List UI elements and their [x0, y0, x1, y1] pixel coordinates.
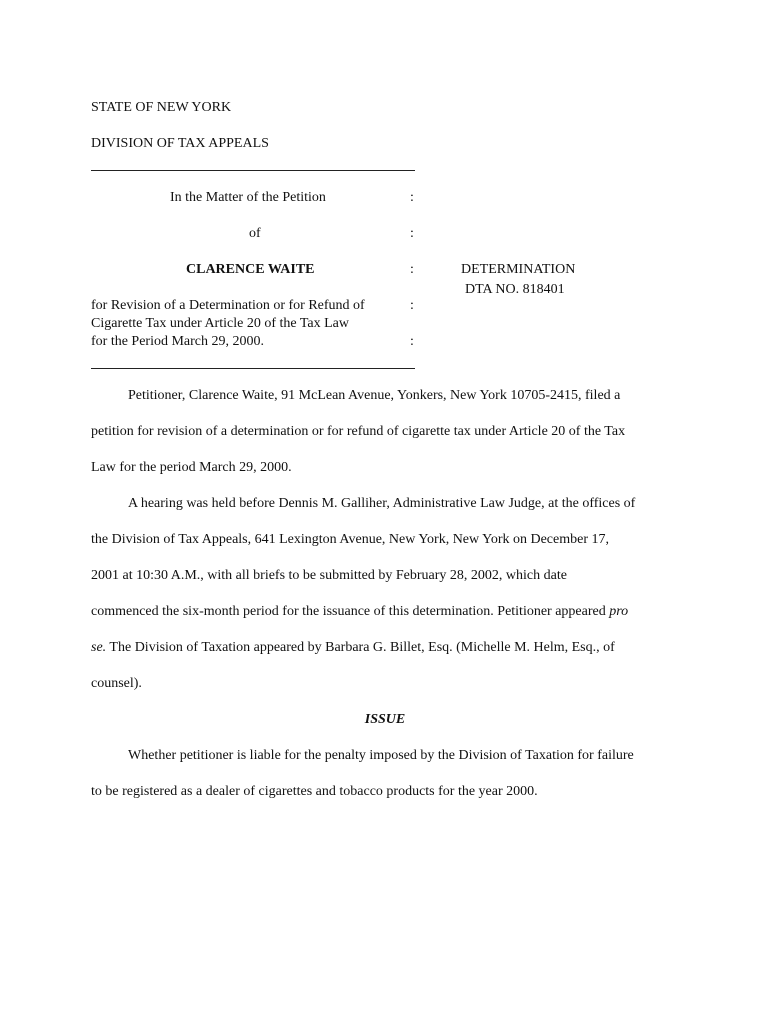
of-line: of — [249, 226, 261, 241]
revision-line-1: for Revision of a Determination or for Refund of — [91, 298, 365, 313]
para2-line-4 — [91, 604, 628, 620]
para2-line-6: counsel). — [91, 676, 142, 691]
para1-line-2: petition for revision of a determination or for refund of cigarette tax under Article 20 of the Tax — [91, 424, 626, 439]
petitioner-name: CLARENCE WAITE — [186, 262, 315, 277]
caption-colon: : — [410, 334, 414, 349]
dta-number: DTA NO. 818401 — [465, 282, 565, 297]
matter-line: In the Matter of the Petition — [170, 190, 326, 205]
para2-line-1: A hearing was held before Dennis M. Galliher, Administrative Law Judge, at the offices of — [128, 496, 636, 511]
caption-top-rule — [91, 170, 415, 171]
para3-line-2: to be registered as a dealer of cigarettes and tobacco products for the year 2000. — [91, 784, 538, 799]
para2-line-3: 2001 at 10:30 A.M., with all briefs to be submitted by February 28, 2002, which date — [91, 568, 567, 583]
para2-line-4-text: commenced the six-month period for the issuance of this determination. Petitioner appeared — [91, 604, 606, 619]
para3-line-1: Whether petitioner is liable for the penalty imposed by the Division of Taxation for failure — [128, 748, 634, 763]
caption-colon: : — [410, 262, 414, 277]
se-italic: se. — [91, 640, 107, 655]
division-heading: DIVISION OF TAX APPEALS — [91, 136, 269, 151]
para1-line-3: Law for the period March 29, 2000. — [91, 460, 292, 475]
determination-label: DETERMINATION — [461, 262, 576, 277]
state-heading: STATE OF NEW YORK — [91, 100, 232, 115]
revision-line-2: Cigarette Tax under Article 20 of the Tax Law — [91, 316, 349, 331]
caption-bottom-rule — [91, 368, 415, 369]
para1-line-1: Petitioner, Clarence Waite, 91 McLean Avenue, Yonkers, New York 10705-2415, filed a — [128, 388, 621, 403]
caption-colon: : — [410, 298, 414, 313]
pro-italic: pro — [609, 604, 629, 619]
para2-line-5-text: The Division of Taxation appeared by Barbara G. Billet, Esq. (Michelle M. Helm, Esq., of — [109, 640, 615, 655]
issue-heading: ISSUE — [364, 712, 406, 727]
revision-line-3: for the Period March 29, 2000. — [91, 334, 265, 349]
para2-line-5 — [91, 640, 615, 656]
caption-colon: : — [410, 226, 414, 241]
para2-line-2: the Division of Tax Appeals, 641 Lexington Avenue, New York, New York on December 17, — [91, 532, 609, 547]
caption-colon: : — [410, 190, 414, 205]
